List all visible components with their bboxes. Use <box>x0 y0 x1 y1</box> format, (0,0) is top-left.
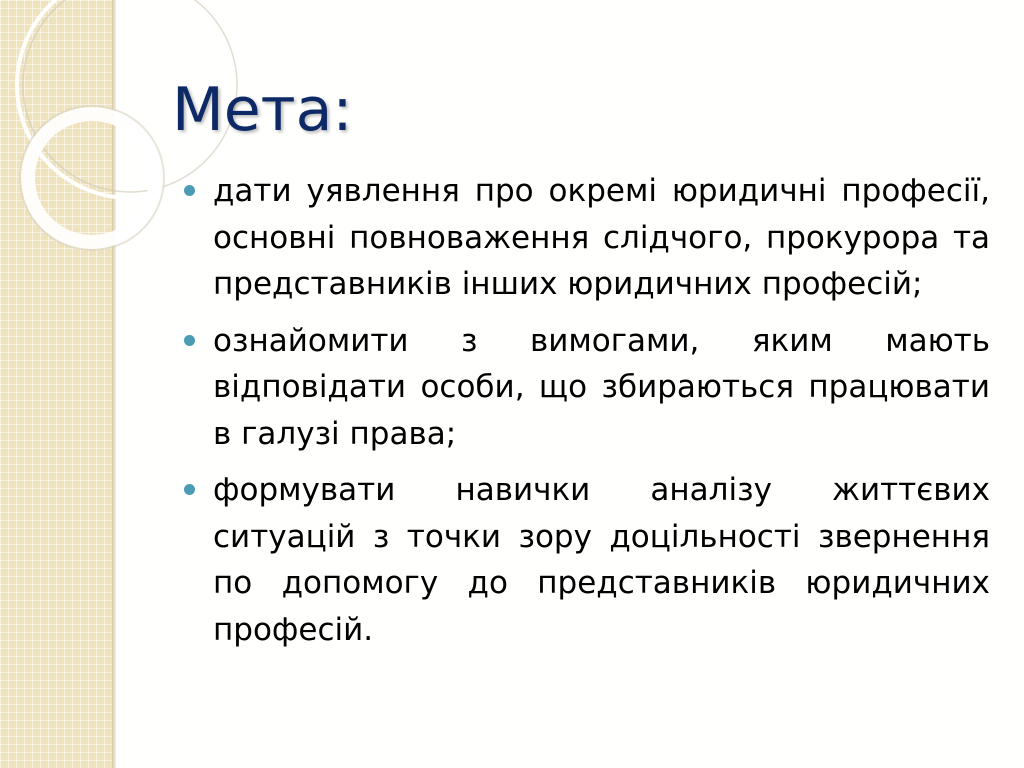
bullet-item <box>180 318 990 458</box>
bullet-item <box>180 168 990 308</box>
bullet-dot-icon <box>184 335 195 346</box>
bullet-dot-icon <box>184 185 195 196</box>
side-panel-edge <box>112 0 116 768</box>
bullet-text: ознайомити з вимогами, яким мають відповідати особи, що збираються працювати в галузі права; <box>213 322 990 452</box>
bullet-dot-icon <box>184 484 195 495</box>
bullet-text: формувати навички аналізу життєвих ситуацій з точки зору доцільності звернення по допомогу до представників юридичних професій. <box>213 472 990 648</box>
side-pattern-panel <box>0 0 112 768</box>
bullet-text: дати уявлення про окремі юридичні професії, основні повноваження слідчого, прокурора та представників інших юридичних професій; <box>213 173 990 302</box>
bullet-list <box>180 168 990 663</box>
slide-title: Мета: <box>172 75 353 145</box>
bullet-item <box>180 467 990 653</box>
